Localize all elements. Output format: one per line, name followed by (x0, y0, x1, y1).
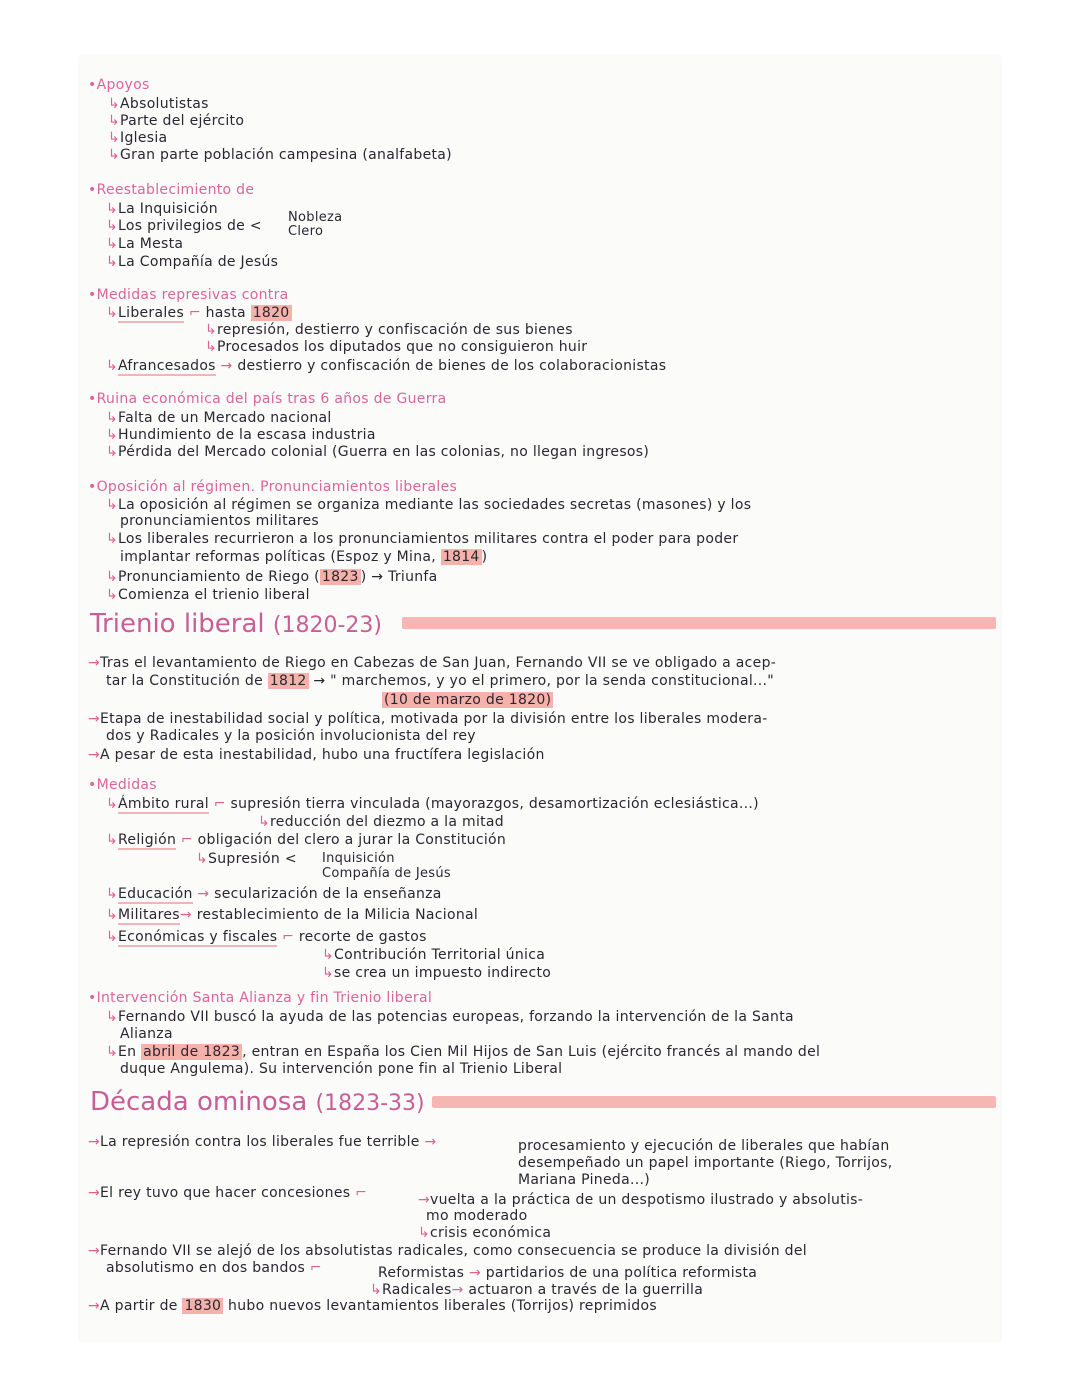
list-item: ↳reducción del diezmo a la mitad (258, 814, 504, 830)
list-item: ↳represión, destierro y confiscación de sus bienes (205, 322, 573, 338)
title-highlight-bar (432, 1096, 996, 1108)
list-item: ↳Contribución Territorial única (322, 947, 546, 963)
paragraph-line: →La represión contra los liberales fue terrible → (88, 1134, 437, 1150)
religion-line: ↳Religión ⌐ obligación del clero a jurar la Constitución (106, 832, 507, 848)
paragraph-line: Mariana Pineda...) (518, 1172, 650, 1188)
list-item: ↳Comienza el trienio liberal (106, 587, 310, 603)
clero-label: Clero (288, 224, 324, 239)
list-item: ↳La Compañía de Jesús (106, 254, 279, 270)
list-item: ↳Procesados los diputados que no consiguieron huir (205, 339, 588, 355)
list-item-cont: mo moderado (426, 1208, 528, 1224)
paragraph-line: desempeñado un papel importante (Riego, Torrijos, (518, 1155, 893, 1171)
paragraph-line: ↳Fernando VII buscó la ayuda de las potencias europeas, forzando la intervención de la Santa (106, 1009, 794, 1025)
paragraph-line: ↳En abril de 1823 , entran en España los Cien Mil Hijos de San Luis (ejército francés al mando del (106, 1044, 821, 1060)
list-item: ↳crisis económica (418, 1225, 552, 1241)
section-ruina-title: •Ruina económica del país tras 6 años de Guerra (88, 391, 447, 407)
intervencion-title: •Intervención Santa Alianza y fin Trienio liberal (88, 990, 433, 1006)
educacion-line: ↳Educación → secularización de la enseñanza (106, 886, 442, 902)
paragraph-line: dos y Radicales y la posición involucionista del rey (106, 728, 476, 744)
paragraph-line: tar la Constitución de 1812 → " marchemos, y yo el primero, por la senda constitucional..." (106, 673, 775, 689)
list-item-cont: pronunciamientos militares (120, 513, 320, 529)
list-item: ↳Falta de un Mercado nacional (106, 410, 332, 426)
section-apoyos-title: •Apoyos (88, 77, 150, 93)
list-item: ↳se crea un impuesto indirecto (322, 965, 552, 981)
paragraph-line: duque Angulema). Su intervención pone fin al Trienio Liberal (120, 1061, 563, 1077)
list-item-cont: implantar reformas políticas (Espoz y Mina, 1814 ) (120, 549, 488, 565)
list-item: ↳La Mesta (106, 236, 184, 252)
trienio-heading: Trienio liberal (1820-23) (90, 609, 382, 639)
paragraph-line: →Etapa de inestabilidad social y política, motivada por la división entre los liberales modera- (88, 711, 768, 727)
decada-heading: Década ominosa (1823-33) (90, 1087, 425, 1117)
liberales-label: ↳Liberales ⌐ hasta 1820 (106, 305, 290, 321)
paragraph-line: →Tras el levantamiento de Riego en Cabezas de San Juan, Fernando VII se ve obligado a acep- (88, 655, 777, 671)
compania-label: Compañía de Jesús (322, 866, 451, 881)
nobleza-label: Nobleza (288, 210, 343, 225)
inquisicion-label: Inquisición (322, 851, 395, 866)
list-item: ↳Los privilegios de < (106, 218, 262, 234)
list-item: ↳Iglesia (108, 130, 168, 146)
reformistas-line: Reformistas → partidarios de una política reformista (378, 1265, 758, 1281)
list-item: ↳Absolutistas (108, 96, 209, 112)
medidas-title: •Medidas (88, 777, 157, 793)
ambito-rural-line: ↳Ámbito rural ⌐ supresión tierra vinculada (mayorazgos, desamortización eclesiástica...) (106, 796, 759, 812)
list-item: ↳Pronunciamiento de Riego ( 1823 ) → Triunfa (106, 569, 438, 585)
militares-line: ↳Militares→ restablecimiento de la Milicia Nacional (106, 907, 479, 923)
list-item: ↳La Inquisición (106, 201, 218, 217)
list-item: ↳Pérdida del Mercado colonial (Guerra en las colonias, no llegan ingresos) (106, 444, 650, 460)
radicales-line: ↳Radicales→ actuaron a través de la guerrilla (370, 1282, 704, 1298)
paragraph-line: →A pesar de esta inestabilidad, hubo una fructífera legislación (88, 747, 545, 763)
list-item: ↳Los liberales recurrieron a los pronunciamientos militares contra el poder para poder (106, 531, 739, 547)
economicas-line: ↳Económicas y fiscales ⌐ recorte de gastos (106, 929, 427, 945)
afrancesados-line: ↳Afrancesados → destierro y confiscación de bienes de los colaboracionistas (106, 358, 667, 374)
paragraph-line: →El rey tuvo que hacer concesiones ⌐ (88, 1185, 368, 1201)
list-item: ↳Parte del ejército (108, 113, 245, 129)
paragraph-line: →Fernando VII se alejó de los absolutistas radicales, como consecuencia se produce la división del (88, 1243, 807, 1259)
section-medidas-represivas-title: •Medidas represivas contra (88, 287, 289, 303)
list-item: ↳La oposición al régimen se organiza mediante las sociedades secretas (masones) y los (106, 497, 752, 513)
paragraph-line: procesamiento y ejecución de liberales que habían (518, 1138, 890, 1154)
section-oposicion-title: •Oposición al régimen. Pronunciamientos liberales (88, 479, 458, 495)
paragraph-line: →A partir de 1830 hubo nuevos levantamientos liberales (Torrijos) reprimidos (88, 1298, 657, 1314)
list-item: ↳Hundimiento de la escasa industria (106, 427, 376, 443)
title-highlight-bar (402, 617, 996, 629)
list-item: →vuelta a la práctica de un despotismo ilustrado y absolutis- (418, 1192, 864, 1208)
paragraph-line: Alianza (120, 1026, 173, 1042)
supresion-line: ↳Supresión < (196, 851, 297, 867)
date-note: (10 de marzo de 1820) (384, 692, 552, 708)
paragraph-line: absolutismo en dos bandos ⌐ (106, 1260, 322, 1276)
section-reestablecimiento-title: •Reestablecimiento de (88, 182, 255, 198)
list-item: ↳Gran parte población campesina (analfabeta) (108, 147, 452, 163)
